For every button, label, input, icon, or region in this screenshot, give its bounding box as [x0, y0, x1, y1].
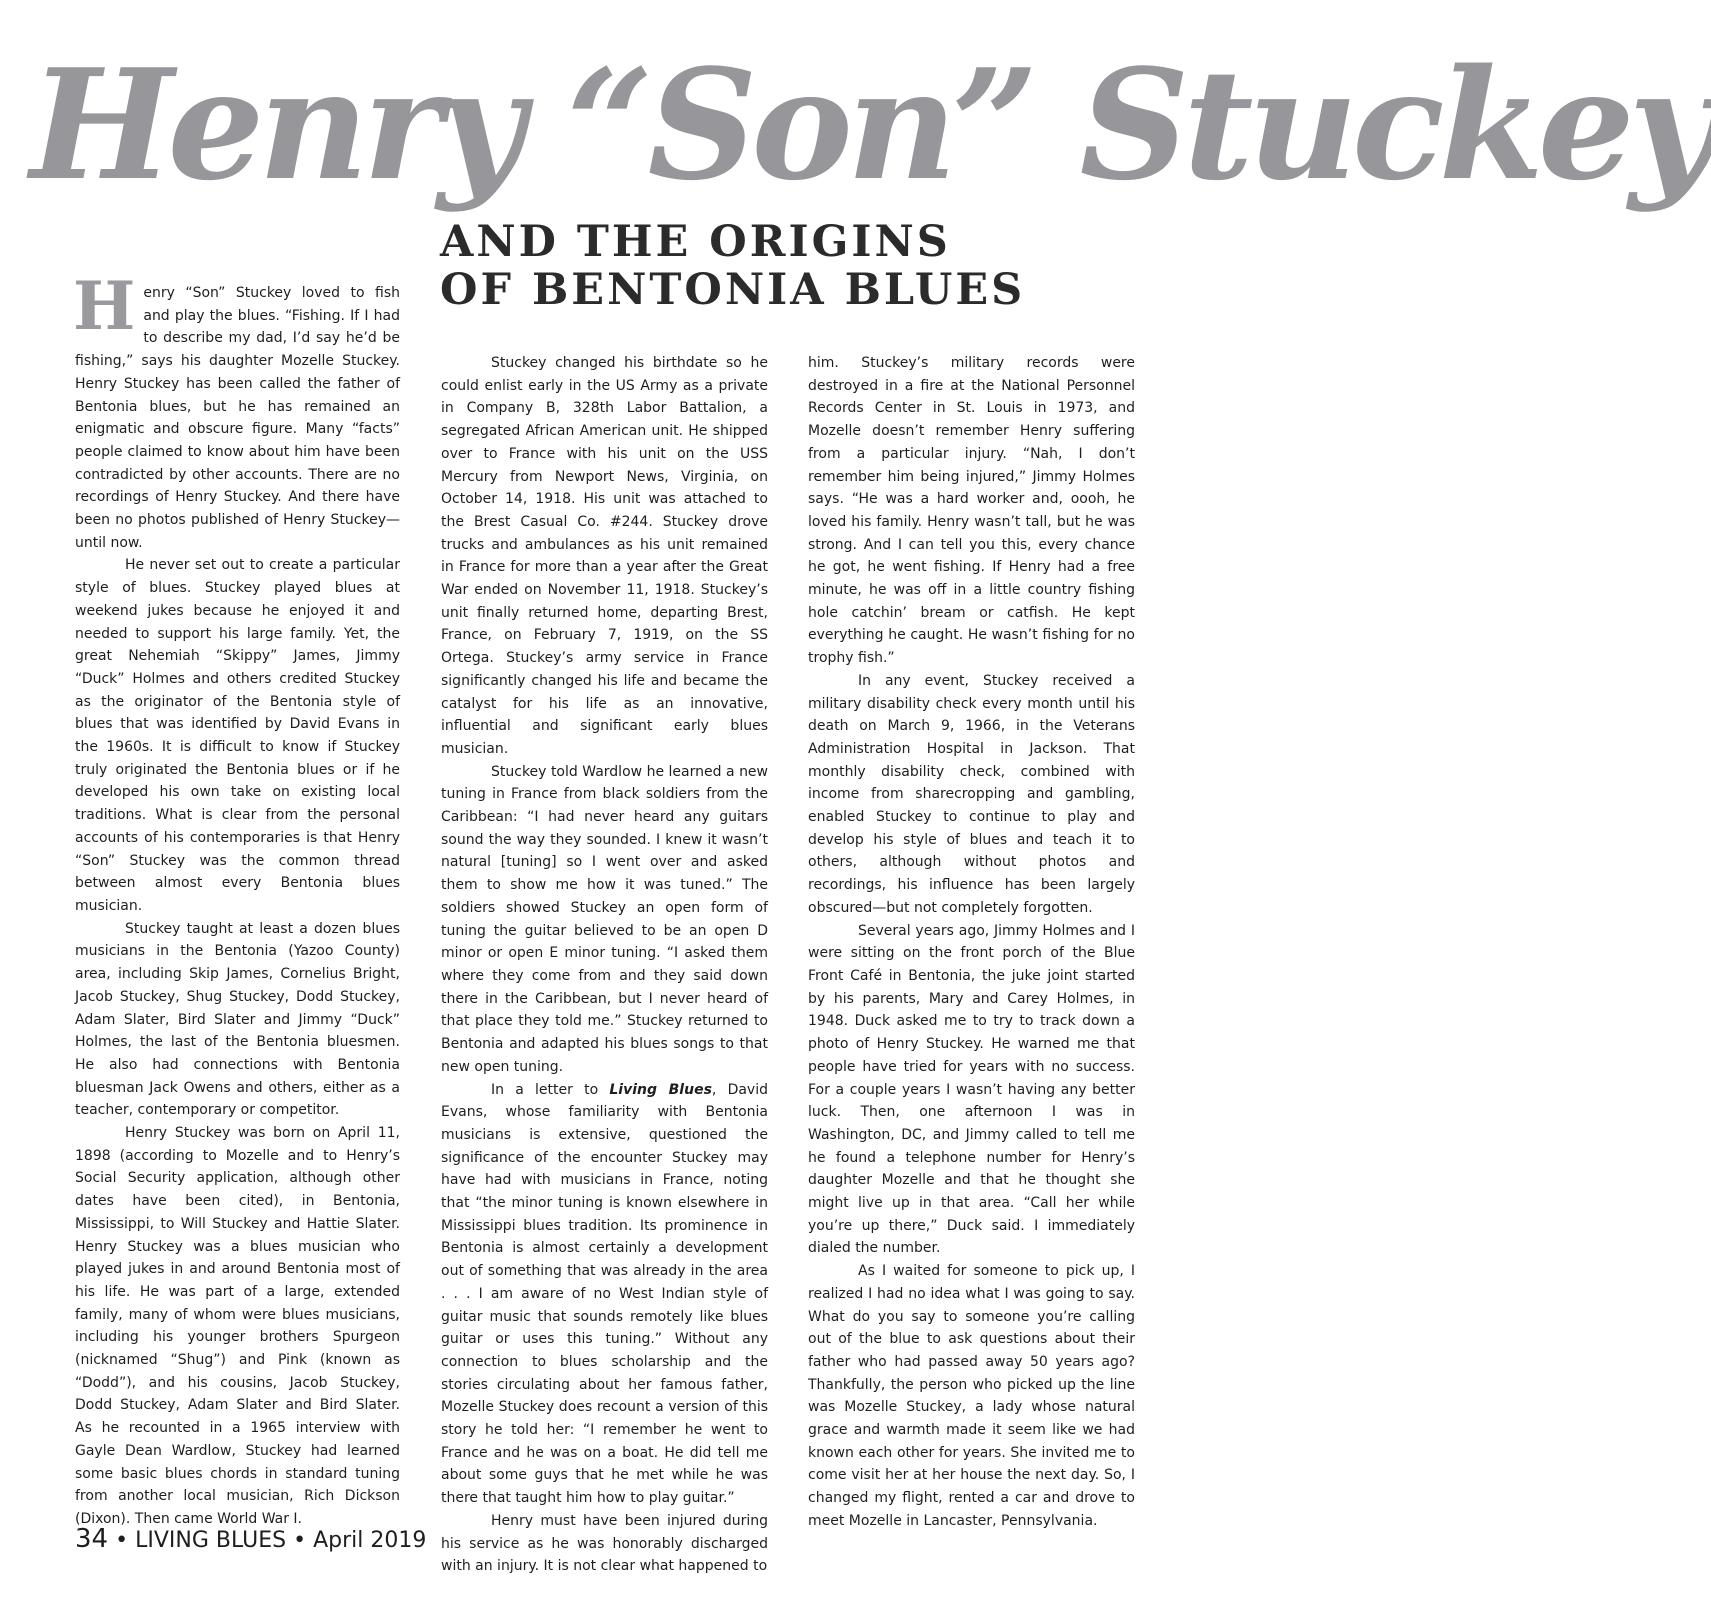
paragraph: As I waited for someone to pick up, I realized I had no idea what I was going to say. What do you say to someone you’re calling out of the blue to ask questions about their father who had passed away 50 years ago? Thankfully, the person who picked up the line was Mozelle Stuckey, a lady whose natural grace and warmth made it seem like we had known each other for years. She invited me to come visit her at her house the next day. So, I changed my flight, rented a car and drove to meet Mozelle in Lancaster, Pennsylvania.	[808, 1263, 1135, 1529]
page-number: 34	[75, 1524, 109, 1554]
drop-cap: H	[73, 267, 138, 345]
subtitle-line-2: OF BENTONIA BLUES	[440, 265, 1026, 315]
paragraph	[441, 1079, 768, 1510]
article-subtitle	[440, 218, 1160, 314]
paragraph: Henry Stuckey was born on April 11, 1898 (according to Mozelle and to Henry’s Social Security application, although other dates have been cited), in Bentonia, Mississippi, to Will Stuckey and Hattie Slater. Henry Stuckey was a blues musician who played jukes in and around Bentonia most of his life. He was part of a large, extended family, many of whom were blues musicians, including his younger brothers Spurgeon (nicknamed “Shug”) and Pink (known as “Dodd”), and his cousins, Jacob Stuckey, Dodd Stuckey, Adam Slater and Bird Slater. As he recounted in a 1965 interview with Gayle Dean Wardlow, Stuckey had learned some basic blues chords in standard tuning from another local musician, Rich Dickson (Dixon). Then came World War I.	[75, 1125, 400, 1527]
subtitle-line-1: AND THE ORIGINS	[440, 217, 951, 267]
paragraph: Stuckey told Wardlow he learned a new tuning in France from black soldiers from the Caribbean: “I had never heard any guitars sound the way they sounded. I knew it wasn’t natural [tuning] so I went over and asked them to show me how it was tuned.” The soldiers showed Stuckey an open form of tuning the guitar believed to be an open D minor or open E minor tuning. “I asked them where they come from and they said down there in the Caribbean, but I never heard of that place they told me.” Stuckey returned to Bentonia and adapted his blues songs to that new open tuning.	[441, 763, 768, 1075]
paragraph: In any event, Stuckey received a military disability check every month until his death on March 9, 1966, in the Veterans Administration Hospital in Jackson. That monthly disability check, combined with income from sharecropping and gambling, enabled Stuckey to continue to play and develop his style of blues and teach it to others, although without photos and recordings, his influence has been largely obscured—but not completely forgotten.	[808, 672, 1135, 916]
paragraph-text: , David Evans, whose familiarity with Bentonia musicians is extensive, questioned the significance of the encounter Stuckey may have had with musicians in France, noting that “the minor tuning is known elsewhere in Mississippi blues tradition. Its prominence in Bentonia is almost certainly a development out of something that was already in the area . . . I am aware of no West Indian style of guitar music that sounds remotely like blues guitar or uses this tuning.” Without any connection to blues scholarship and the stories circulating about her famous father, Mozelle Stuckey does recount a version of this story he told her: “I remember he went to France and he was on a boat. He did tell me about some guys that he met while he was there that taught him how to play guitar.”	[441, 1081, 768, 1507]
magazine-name-italic: Living Blues	[609, 1081, 712, 1098]
paragraph: Stuckey taught at least a dozen blues musicians in the Bentonia (Yazoo County) area, including Skip James, Cornelius Bright, Jacob Stuckey, Shug Stuckey, Dodd Stuckey, Adam Slater, Bird Slater and Jimmy “Duck” Holmes, the last of the Bentonia bluesmen. He also had connections with Bentonia bluesman Jack Owens and others, either as a teacher, contemporary or competitor.	[75, 920, 400, 1119]
paragraph: Stuckey changed his birthdate so he could enlist early in the US Army as a private in Company B, 328th Labor Battalion, a segregated African American unit. He shipped over to France with his unit on the USS Mercury from Newport News, Virginia, on October 14, 1918. His unit was attached to the Brest Casual Co. #244. Stuckey drove trucks and ambulances as his unit remained in France for more than a year after the Great War ended on November 11, 1918. Stuckey’s unit finally returned home, departing Brest, France, on February 7, 1919, on the SS Ortega. Stuckey’s army service in France significantly changed his life and became the catalyst for his life as an innovative, influential and significant early blues musician.	[441, 355, 768, 757]
paragraph: Several years ago, Jimmy Holmes and I were sitting on the front porch of the Blue Front Café in Bentonia, the juke joint started by his parents, Mary and Carey Holmes, in 1948. Duck asked me to try to track down a photo of Henry Stuckey. He warned me that people have tried for years with no success. For a couple years I wasn’t having any better luck. Then, one afternoon I was in Washington, DC, and Jimmy called to tell me he found a telephone number for Henry’s daughter Mozelle and that he thought she might live up in that area. “Call her while you’re up there,” Duck said. I immediately dialed the number.	[808, 922, 1135, 1257]
paragraph: Henry must have been injured during his service as he was honorably discharged with an injury. It is not clear what happened to	[441, 1512, 768, 1575]
paragraph: him. Stuckey’s military records were destroyed in a fire at the National Personnel Records Center in St. Louis in 1973, and Mozelle doesn’t remember Henry suffering from a particular injury. “Nah, I don’t remember him being injured,” Jimmy Holmes says. “He was a hard worker and, oooh, he loved his family. Henry wasn’t tall, but he was strong. And I can tell you this, every chance he got, he went fishing. If Henry had a free minute, he was off in a little country fishing hole catchin’ bream or catfish. He kept everything he caught. He wasn’t fishing for no trophy fish.”	[808, 355, 1135, 667]
footer-bullet: •	[115, 1528, 129, 1553]
footer-bullet: •	[293, 1528, 307, 1553]
page-footer	[75, 1524, 426, 1554]
article-title: Henry “Son” Stuckey	[30, 35, 1711, 214]
footer-magazine-name: LIVING BLUES	[135, 1528, 287, 1553]
paragraph: He never set out to create a particular style of blues. Stuckey played blues at weekend jukes because he enjoyed it and needed to support his large family. Yet, the great Nehemiah “Skippy” James, Jimmy “Duck” Holmes and others credited Stuckey as the originator of the Bentonia style of blues that was identified by David Evans in the 1960s. It is difficult to know if Stuckey truly originated the Bentonia blues or if he developed his own take on existing local traditions. What is clear from the personal accounts of his contemporaries is that Henry “Son” Stuckey was the common thread between almost every Bentonia blues musician.	[75, 557, 400, 914]
article-column-3	[808, 352, 1135, 1533]
footer-issue-date: April 2019	[313, 1528, 427, 1553]
article-column-2	[441, 352, 768, 1578]
paragraph-text: In a letter to	[491, 1081, 610, 1098]
paragraph-text: enry “Son” Stuckey loved to fish and play the blues. “Fishing. If I had to describe my dad, I’d say he’d be fishing,” says his daughter Mozelle Stuckey. Henry Stuckey has been called the father of Bentonia blues, but he has remained an enigmatic and obscure figure. Many “facts” people claimed to know about him have been contradicted by other accounts. There are no recordings of Henry Stuckey. And there have been no photos published of Henry Stuckey—until now.	[75, 285, 400, 551]
article-column-1	[73, 267, 400, 1531]
paragraph	[73, 267, 400, 554]
